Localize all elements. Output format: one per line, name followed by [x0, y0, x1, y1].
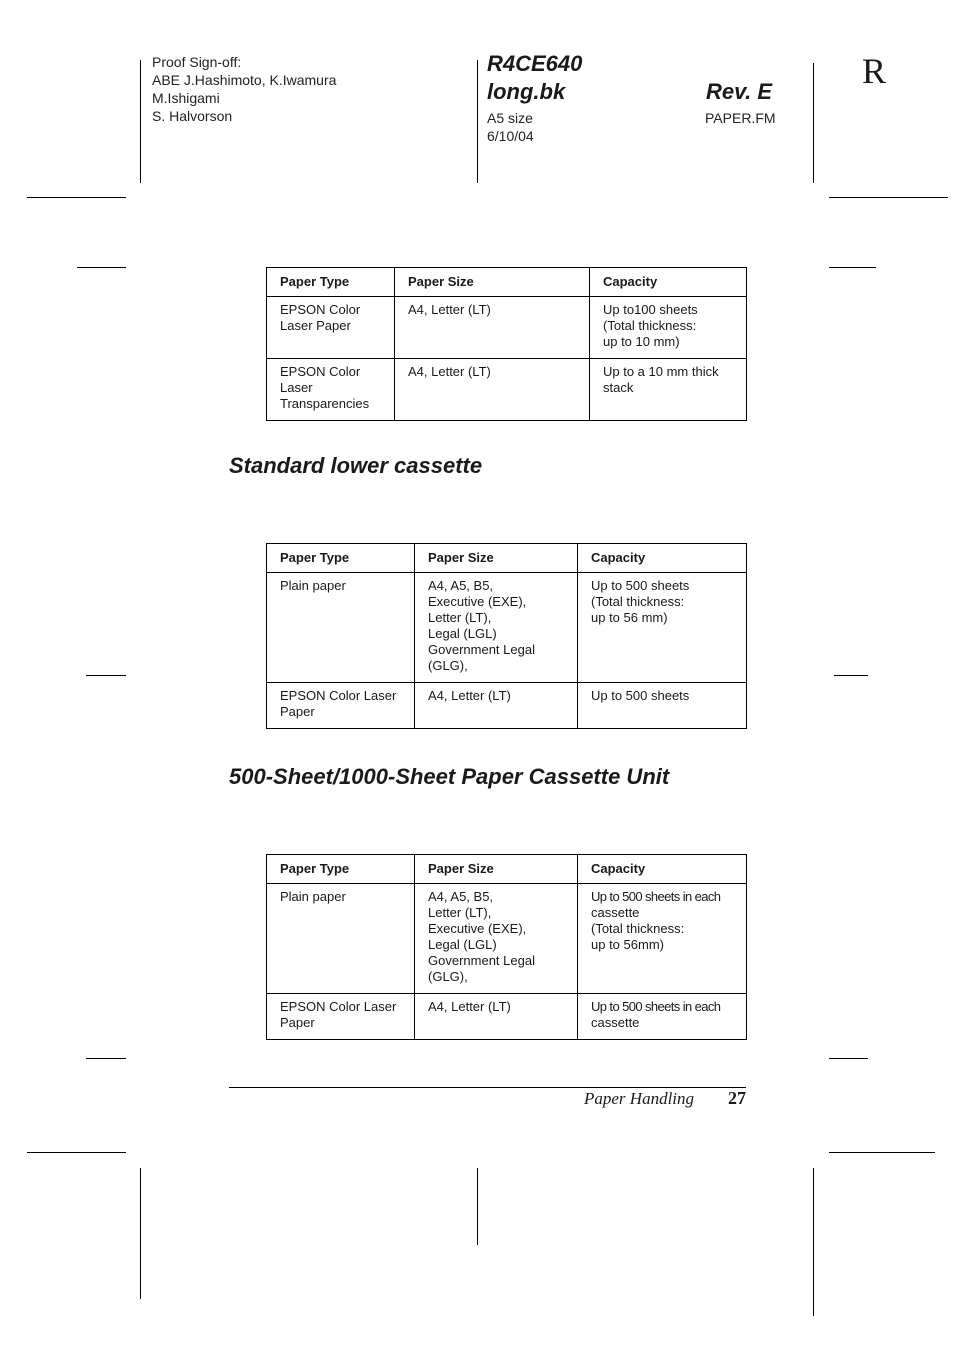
table-header-row	[267, 544, 747, 573]
cell-line: (GLG),	[428, 658, 468, 673]
col-header: Paper Size	[415, 544, 578, 573]
cell-line: Letter (LT),	[428, 905, 492, 920]
cell-line: A4, A5, B5,	[428, 578, 494, 593]
table-row	[267, 573, 747, 683]
table-cell	[590, 359, 747, 421]
cell-line: stack	[603, 380, 634, 395]
crop-mark	[829, 1058, 868, 1059]
cell-line: EPSON Color Laser	[280, 999, 397, 1014]
revision: Rev. E	[706, 79, 773, 104]
table-cell	[578, 683, 747, 729]
corner-letter: R	[862, 51, 887, 91]
col-header: Capacity	[578, 855, 747, 884]
crop-mark	[27, 197, 126, 198]
crop-mark	[813, 63, 814, 183]
footer-rule	[229, 1087, 746, 1088]
col-header: Paper Type	[267, 544, 415, 573]
cell-line: Up to100 sheets	[603, 302, 698, 317]
crop-mark	[477, 60, 478, 183]
cell-line: Executive (EXE),	[428, 594, 527, 609]
cell-line: Government Legal	[428, 953, 535, 968]
book-name: long.bk	[487, 79, 566, 104]
paper-table-2	[266, 543, 747, 729]
table-row	[267, 297, 747, 359]
crop-mark	[86, 1058, 126, 1059]
cell-line: A4, Letter (LT)	[428, 688, 511, 703]
col-header: Paper Size	[415, 855, 578, 884]
cell-line: Paper	[280, 1015, 315, 1030]
footer-chapter: Paper Handling	[584, 1089, 695, 1108]
file-name: PAPER.FM	[705, 110, 776, 126]
col-header: Paper Type	[267, 268, 395, 297]
cell-line: up to 56 mm)	[591, 610, 668, 625]
crop-mark	[834, 675, 868, 676]
cell-line: Up to 500 sheets in each	[591, 889, 721, 904]
table-cell	[267, 297, 395, 359]
crop-mark	[140, 60, 141, 183]
cell-line: Up to 500 sheets	[591, 578, 690, 593]
size-label: A5 size	[487, 110, 533, 126]
cell-line: Laser	[280, 380, 313, 395]
cell-line: EPSON Color	[280, 364, 361, 379]
crop-mark	[77, 267, 126, 268]
table-cell	[415, 994, 578, 1040]
cell-line: Paper	[280, 704, 315, 719]
paper-size-meta	[487, 109, 534, 145]
crop-mark	[477, 1168, 478, 1245]
cell-line: A4, A5, B5,	[428, 889, 494, 904]
table-row	[267, 994, 747, 1040]
table-cell	[395, 359, 590, 421]
proof-line: ABE J.Hashimoto, K.Iwamura	[152, 72, 337, 88]
crop-mark	[813, 1168, 814, 1316]
cell-line: cassette	[591, 1015, 640, 1030]
cell-line: Plain paper	[280, 889, 346, 904]
crop-mark	[27, 1152, 126, 1153]
crop-mark	[829, 267, 876, 268]
cell-line: Up to 500 sheets	[591, 688, 690, 703]
table-cell	[267, 884, 415, 994]
table-cell	[267, 573, 415, 683]
cell-line: Laser Paper	[280, 318, 351, 333]
cell-line: up to 10 mm)	[603, 334, 680, 349]
paper-table-3	[266, 854, 747, 1040]
cell-line: EPSON Color	[280, 302, 361, 317]
table-row	[267, 884, 747, 994]
table-cell	[395, 297, 590, 359]
table-cell	[267, 994, 415, 1040]
cell-line: Up to a 10 mm thick	[603, 364, 719, 379]
table-cell	[578, 573, 747, 683]
cell-line: Plain paper	[280, 578, 346, 593]
cell-line: (Total thickness:	[603, 318, 697, 333]
proof-line: M.Ishigami	[152, 90, 220, 106]
cell-line: cassette	[591, 905, 640, 920]
section-title-standard-lower-cassette: Standard lower cassette	[229, 453, 483, 478]
cell-line: EPSON Color Laser	[280, 688, 397, 703]
table-row	[267, 683, 747, 729]
proof-line: S. Halvorson	[152, 108, 233, 124]
crop-mark	[140, 1168, 141, 1299]
table-cell	[267, 683, 415, 729]
crop-mark	[829, 197, 948, 198]
col-header: Capacity	[578, 544, 747, 573]
table-header-row	[267, 268, 747, 297]
table-cell	[415, 683, 578, 729]
cell-line: (GLG),	[428, 969, 468, 984]
table-cell	[415, 573, 578, 683]
table-header-row	[267, 855, 747, 884]
cell-line: Letter (LT),	[428, 610, 492, 625]
proof-line: Proof Sign-off:	[152, 54, 242, 70]
col-header: Paper Size	[395, 268, 590, 297]
cell-line: Transparencies	[280, 396, 370, 411]
table-cell	[578, 884, 747, 994]
table-cell	[590, 297, 747, 359]
paper-table-1	[266, 267, 747, 421]
table-cell	[415, 884, 578, 994]
cell-line: A4, Letter (LT)	[408, 302, 491, 317]
table-cell	[267, 359, 395, 421]
cell-line: up to 56mm)	[591, 937, 664, 952]
cell-line: Government Legal	[428, 642, 535, 657]
cell-line: Legal (LGL)	[428, 937, 497, 952]
crop-mark	[86, 675, 126, 676]
cell-line: Executive (EXE),	[428, 921, 527, 936]
page-number: 27	[728, 1088, 746, 1108]
doc-code: R4CE640	[487, 51, 583, 76]
proof-signoff	[152, 53, 336, 125]
cell-line: (Total thickness:	[591, 921, 685, 936]
cell-line: A4, Letter (LT)	[408, 364, 491, 379]
section-title-cassette-unit: 500-Sheet/1000-Sheet Paper Cassette Unit	[229, 764, 670, 789]
cell-line: Legal (LGL)	[428, 626, 497, 641]
col-header: Capacity	[590, 268, 747, 297]
cell-line: Up to 500 sheets in each	[591, 999, 721, 1014]
table-row	[267, 359, 747, 421]
col-header: Paper Type	[267, 855, 415, 884]
cell-line: A4, Letter (LT)	[428, 999, 511, 1014]
cell-line: (Total thickness:	[591, 594, 685, 609]
date-label: 6/10/04	[487, 128, 534, 144]
table-cell	[578, 994, 747, 1040]
crop-mark	[829, 1152, 935, 1153]
document-id	[487, 50, 582, 106]
